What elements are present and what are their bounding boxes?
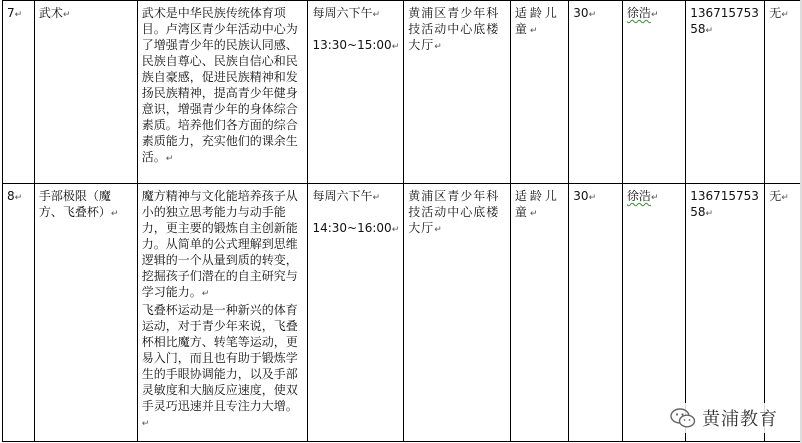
fee: 无↵ <box>765 1 802 184</box>
course-description: 武术是中华民族传统体育项目。卢湾区青少年活动中心为了增强青少年的民族认同感、民族自尊心、民族自信心和民族自豪感，促进民族精神和发扬民族精神，提高青少年健身意识，增强青少年的身体综合素质。培养他们各方面的综合素质能力，充实他们的课余生活。↵ <box>137 1 308 184</box>
row-number: 8↵ <box>3 184 35 442</box>
fee: 无↵ <box>765 184 802 442</box>
watermark <box>666 403 784 433</box>
teacher-name: 徐浩↵ <box>622 184 685 442</box>
enrollment-count: 30↵ <box>569 184 623 442</box>
course-description: 魔方精神与文化能培养孩子从小的独立思考能力与动手能力，更主要的锻炼自主创新能力。从简单的公式理解到思维逻辑的一个从量到质的转变，挖掘孩子们潜在的自主研究与学习能力。↵ 飞叠杯运动是一种新兴的体育运动，对于青少年来说，飞叠杯相比魔方、转笔等运动，更易入门，而且也有助于锻炼学生的手眼协调能力，以及手部灵敏度和大脑反应速度，使双手灵巧迅速并且专注力大增。↵ <box>137 184 308 442</box>
description-part-1: 魔方精神与文化能培养孩子从小的独立思考能力与动手能力，更主要的锻炼自主创新能力。从简单的公式理解到思维逻辑的一个从量到质的转变，挖掘孩子们潜在的自主研究与学习能力。 <box>141 189 298 299</box>
course-name: 手部极限（魔方、飞叠杯）↵ <box>34 184 137 442</box>
contact-phone: 13671575358↵ <box>686 1 765 184</box>
time-day: 每周六下午 <box>312 6 373 20</box>
wechat-icon <box>670 407 696 429</box>
time-hours: 13:30~15:00 <box>312 38 392 52</box>
target-audience: 适龄儿童↵ <box>510 184 568 442</box>
course-location: 黄浦区青少年科技活动中心底楼大厅↵ <box>404 184 511 442</box>
description-part-2: 飞叠杯运动是一种新兴的体育运动，对于青少年来说，飞叠杯相比魔方、转笔等运动，更易入门，而且也有助于锻炼学生的手眼协调能力，以及手部灵敏度和大脑反应速度，使双手灵巧迅速并且专注力大增。 <box>141 303 298 413</box>
course-schedule-table <box>2 0 802 442</box>
teacher-name: 徐浩↵ <box>622 1 685 184</box>
course-name: 武术↵ <box>34 1 137 184</box>
watermark-text: 黄浦教育 <box>702 409 778 430</box>
row-number: 7↵ <box>3 1 35 184</box>
course-time: 每周六下午↵ 14:30~16:00↵ <box>308 184 404 442</box>
time-day: 每周六下午 <box>312 189 373 203</box>
course-time: 每周六下午↵ 13:30~15:00↵ <box>308 1 404 184</box>
course-location: 黄浦区青少年科技活动中心底楼大厅↵ <box>404 1 511 184</box>
enrollment-count: 30↵ <box>569 1 623 184</box>
table-row <box>3 1 802 184</box>
contact-phone: 13671575358↵ <box>686 184 765 442</box>
time-hours: 14:30~16:00 <box>312 221 392 235</box>
target-audience: 适龄儿童↵ <box>510 1 568 184</box>
